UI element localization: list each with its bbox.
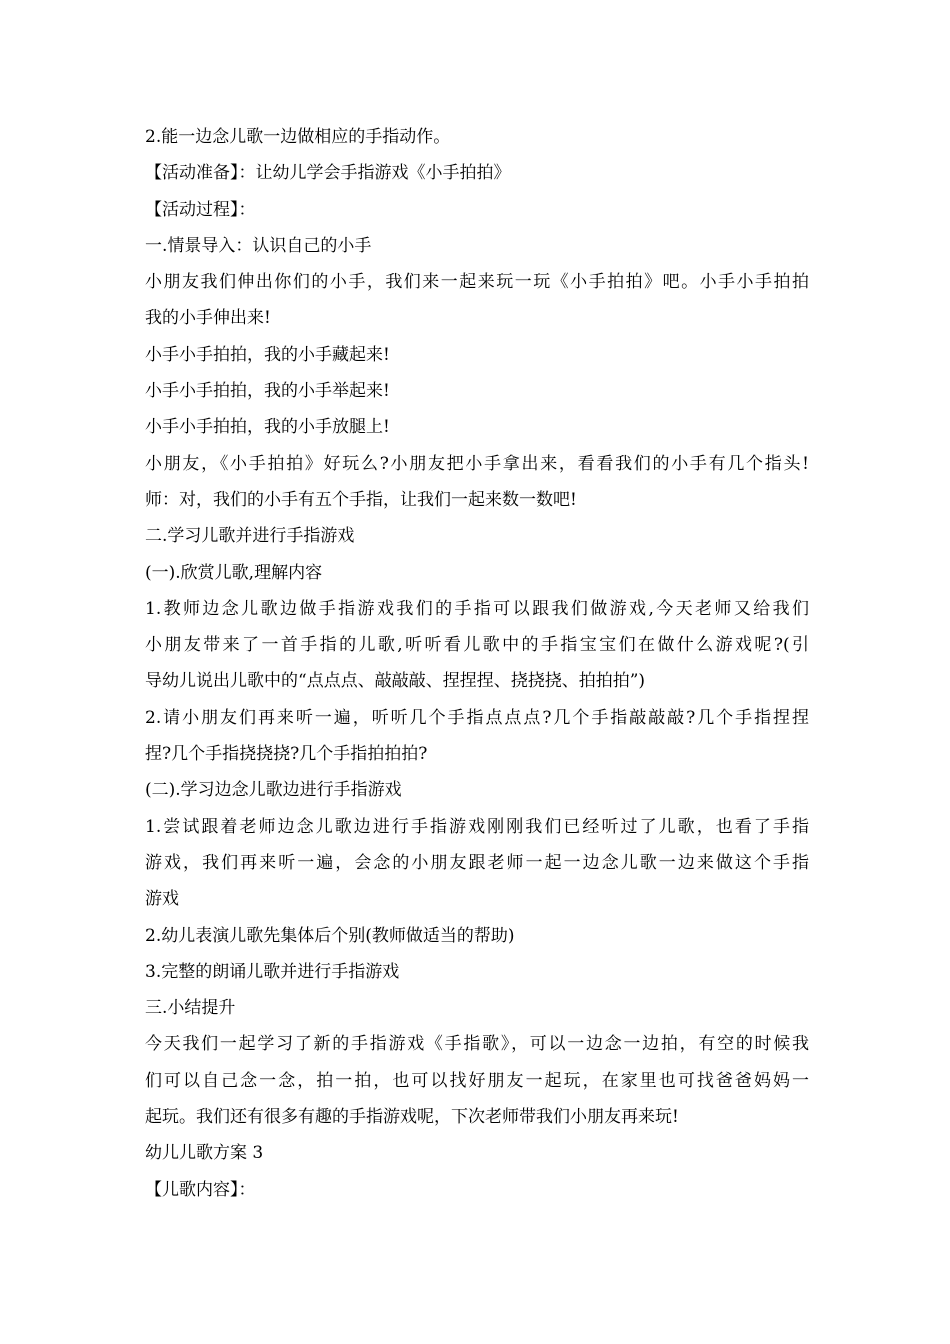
text-line: 【活动过程】： (145, 199, 256, 220)
text-line: 【儿歌内容】： (145, 1179, 256, 1200)
text-line: 3.完整的朗诵儿歌并进行手指游戏 (145, 961, 400, 982)
text-line: 今天我们一起学习了新的手指游戏《手指歌》，可以一边念一边拍，有空的时候我 (145, 1034, 809, 1055)
text-line: 小朋友，《小手拍拍》好玩么?小朋友把小手拿出来，看看我们的小手有几个指头! (145, 453, 809, 474)
text-line: 游戏 (145, 889, 179, 910)
text-line: 小朋友我们伸出你们的小手，我们来一起来玩一玩《小手拍拍》吧。小手小手拍拍 (145, 272, 809, 293)
text-line: 小手小手拍拍，我的小手举起来! (145, 381, 390, 402)
text-line: 们可以自己念一念，拍一拍，也可以找好朋友一起玩，在家里也可找爸爸妈妈一 (145, 1070, 809, 1091)
text-line: 一.情景导入：认识自己的小手 (145, 235, 372, 256)
text-line: 导幼儿说出儿歌中的“点点点、敲敲敲、捏捏捏、挠挠挠、拍拍拍”) (145, 671, 646, 692)
text-line: 我的小手伸出来! (145, 308, 271, 329)
text-line: 2.请小朋友们再来听一遍，听听几个手指点点点?几个手指敲敲敲?几个手指捏捏 (145, 707, 809, 728)
text-line: 2.幼儿表演儿歌先集体后个别(教师做适当的帮助) (145, 925, 515, 946)
text-line: 起玩。我们还有很多有趣的手指游戏呢，下次老师带我们小朋友再来玩! (145, 1107, 679, 1128)
text-line: 三.小结提升 (145, 998, 236, 1019)
text-line: 师：对，我们的小手有五个手指，让我们一起来数一数吧! (145, 489, 577, 510)
text-line: (一).欣赏儿歌,理解内容 (145, 562, 323, 583)
text-line: 小手小手拍拍，我的小手放腿上! (145, 417, 390, 438)
text-line: 游戏，我们再来听一遍，会念的小朋友跟老师一起一边念儿歌一边来做这个手指 (145, 852, 809, 873)
text-line: 1.教师边念儿歌边做手指游戏我们的手指可以跟我们做游戏,今天老师又给我们 (145, 598, 809, 619)
text-line: (二).学习边念儿歌边进行手指游戏 (145, 780, 402, 801)
section-heading: 幼儿儿歌方案 3 (145, 1143, 264, 1164)
text-line: 小手小手拍拍，我的小手藏起来! (145, 344, 390, 365)
text-line: 2.能一边念儿歌一边做相应的手指动作。 (145, 127, 451, 147)
text-line: 捏?几个手指挠挠挠?几个手指拍拍拍? (145, 744, 428, 765)
text-line: 小朋友带来了一首手指的儿歌,听听看儿歌中的手指宝宝们在做什么游戏呢?(引 (145, 635, 809, 656)
text-line: 二.学习儿歌并进行手指游戏 (145, 526, 355, 547)
document-body (145, 119, 809, 1208)
text-line: 1.尝试跟着老师边念儿歌边进行手指游戏刚刚我们已经听过了儿歌，也看了手指 (145, 816, 809, 837)
text-line: 【活动准备】：让幼儿学会手指游戏《小手拍拍》 (145, 163, 511, 184)
